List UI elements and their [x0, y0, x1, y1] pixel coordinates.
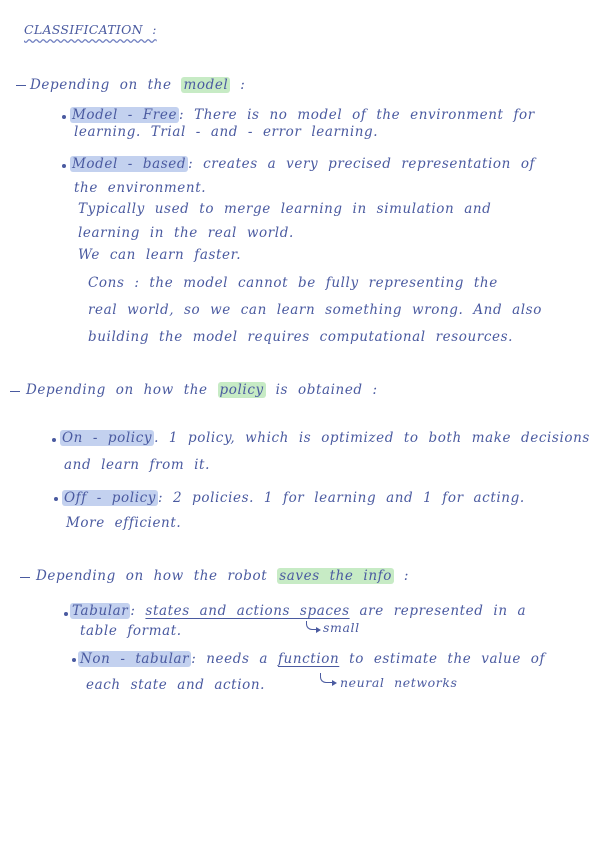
section-dash: [20, 577, 30, 578]
heading-prefix: Depending on how the: [26, 382, 208, 398]
bullet-text-line: learning. Trial - and - error learning.: [74, 124, 379, 140]
bullet-text-line: each state and action.: [86, 677, 266, 693]
heading-suffix: :: [403, 568, 410, 584]
bullet-text-line: the environment.: [74, 180, 207, 196]
side-note: small: [323, 620, 360, 635]
cons-line: Cons : the model cannot be fully representing the: [88, 275, 498, 291]
heading-keyword: model: [183, 77, 229, 93]
bullet-text-line: learning in the real world.: [78, 225, 294, 241]
arrow-icon: [320, 673, 333, 683]
bullet-dot: [72, 658, 76, 662]
term-highlight: Off - policy: [64, 490, 156, 506]
heading-prefix: Depending on how the robot: [36, 568, 268, 584]
bullet-off-policy: [62, 489, 525, 507]
arrow-icon: [306, 621, 317, 630]
term-highlight: Non - tabular: [80, 651, 190, 667]
bullet-dot: [64, 612, 68, 616]
bullet-text: : There is no model of the environment for: [179, 107, 535, 123]
section-dash: [16, 85, 26, 86]
bullet-text: to estimate the value of: [349, 651, 546, 667]
bullet-on-policy: [60, 429, 590, 447]
term-highlight: Model - Free: [72, 107, 178, 123]
section-heading-model: [30, 76, 245, 94]
bullet-text: are represented in a: [359, 603, 527, 619]
bullet-text: : 2 policies. 1 for learning and 1 for acting.: [158, 490, 525, 506]
heading-prefix: Depending on the: [30, 77, 172, 93]
bullet-dot: [62, 115, 66, 119]
side-note: neural networks: [340, 675, 458, 690]
bullet-dot: [54, 497, 58, 501]
bullet-text-line: More efficient.: [66, 515, 182, 531]
cons-line: building the model requires computational resources.: [88, 329, 514, 345]
bullet-non-tabular: [78, 650, 545, 668]
underlined-phrase: states and actions spaces: [145, 603, 350, 619]
bullet-model-based: [70, 155, 535, 173]
bullet-model-free: [70, 106, 535, 124]
section-heading-policy: [26, 381, 378, 399]
heading-suffix: :: [240, 77, 246, 93]
term-highlight: Tabular: [72, 603, 129, 619]
heading-suffix: is obtained :: [275, 382, 378, 398]
bullet-text: : creates a very precised representation of: [188, 156, 536, 172]
bullet-text: . 1 policy, which is optimized to both make decisions: [154, 430, 590, 446]
heading-keyword: policy: [219, 382, 264, 398]
section-heading-info: [36, 567, 409, 585]
bullet-dot: [52, 438, 56, 442]
term-highlight: Model - based: [72, 156, 187, 172]
bullet-tabular: Tabular : states and actions spaces are represented in a: [72, 603, 527, 619]
bullet-text-line: table format.: [80, 623, 182, 639]
cons-line: real world, so we can learn something wrong. And also: [88, 302, 542, 318]
heading-keyword: saves the info: [279, 568, 392, 584]
bullet-dot: [62, 164, 66, 168]
underlined-phrase: function: [277, 651, 340, 667]
bullet-text-line: We can learn faster.: [78, 247, 242, 263]
bullet-text: : needs a: [191, 651, 269, 667]
term-highlight: On - policy: [62, 430, 153, 446]
bullet-text-line: and learn from it.: [64, 457, 210, 473]
page-title: CLASSIFICATION :: [24, 22, 157, 37]
bullet-text-line: Typically used to merge learning in simulation and: [78, 201, 492, 217]
section-dash: [10, 391, 20, 392]
